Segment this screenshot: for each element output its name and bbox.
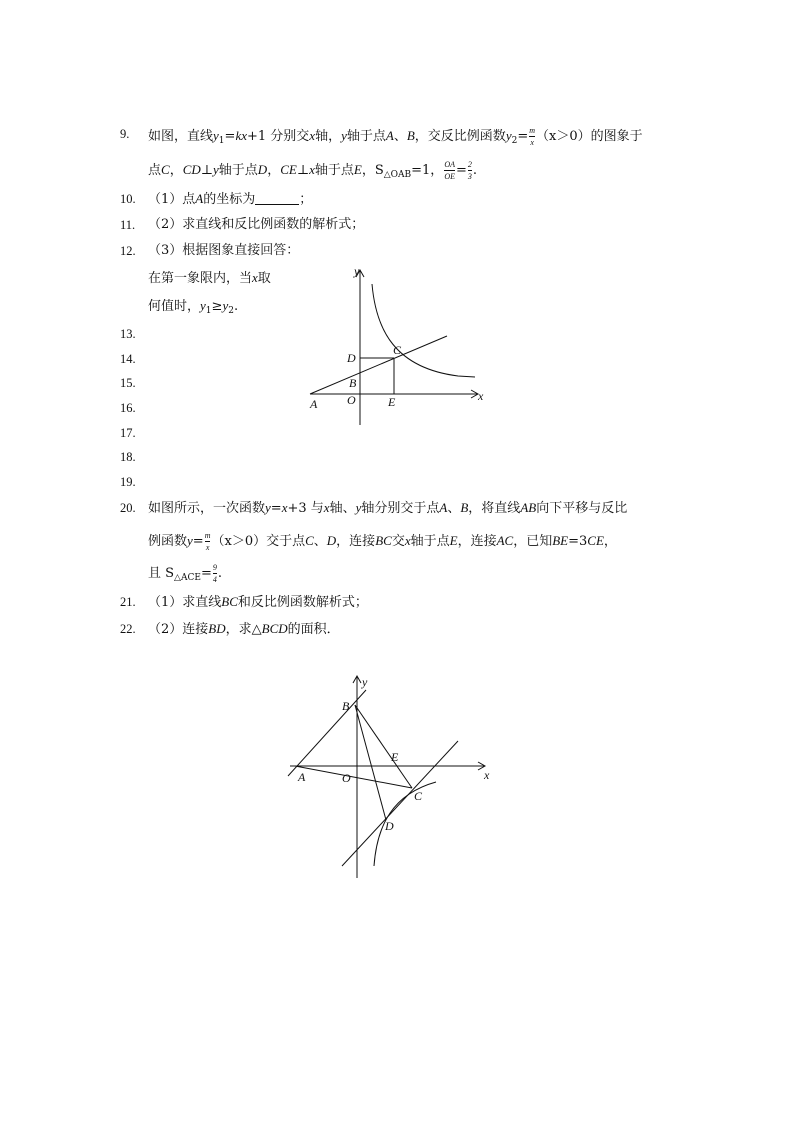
fig1-label-y: y <box>354 264 360 278</box>
fig1-label-a: A <box>310 397 318 411</box>
fig1-label-b: B <box>349 376 357 390</box>
fraction-9-over-4: $\frac{9}{4}$ <box>212 563 217 584</box>
fraction-m-over-x-2: $\frac{m}{x}$ <box>204 531 211 552</box>
fig2-line-cd <box>342 741 458 866</box>
fig2-segment-bc <box>355 705 412 788</box>
q11-number: 11. <box>120 218 136 232</box>
q20-text-line1: 如图所示，一次函数y=x+3 与x轴、y轴分别交于点A、B，将直线AB向下平移与反比 <box>148 500 628 516</box>
q20-number: 20. <box>120 501 136 515</box>
fig2-label-o: O <box>342 771 351 785</box>
fig1-label-d: D <box>347 351 356 365</box>
fig2-segment-ac <box>295 766 412 788</box>
q22-text: （2）连接BD，求△BCD的面积． <box>148 621 340 637</box>
q22-number: 22. <box>120 622 136 636</box>
fig2-label-d: D <box>385 819 394 833</box>
q20-text-line3: 且 $S_{\triangle ACE}=$ $\frac{9}{4}$ . <box>148 563 222 584</box>
fig1-line-y1 <box>310 336 447 394</box>
fraction-2-over-3: $\frac{2}{3}$ <box>467 160 472 181</box>
q9-number: 9. <box>120 127 130 141</box>
q21-number: 21. <box>120 595 136 609</box>
answer-blank[interactable] <box>255 192 299 205</box>
fig1-label-x: x <box>478 389 484 403</box>
fig2-label-y: y <box>362 675 368 689</box>
fig1-label-e: E <box>388 395 396 409</box>
fig2-label-e: E <box>391 750 399 764</box>
q9-text-line2: 点C，CD⊥y轴于点D，CE⊥x轴于点E，$S_{\triangle OAB}=1$， $\frac{OA}{OE}$ = $\frac{2}{3}$ . <box>148 160 478 181</box>
fig2-label-a: A <box>298 770 306 784</box>
fraction-oa-over-oe: $\frac{OA}{OE}$ <box>444 160 455 181</box>
fig1-label-c: C <box>393 343 402 357</box>
q20-text-line2: 例函数y= $\frac{m}{x}$ （x＞0）交于点C、D，连接BC交x轴于点E，连接AC，已知BE=3CE， <box>148 531 617 552</box>
figure-2 <box>280 668 500 888</box>
fraction-m-over-x: $\frac{m}{x}$ <box>529 126 536 147</box>
fig2-label-c: C <box>414 789 423 803</box>
q11-text: （2）求直线和反比例函数的解析式； <box>148 217 365 232</box>
fig2-line-ab <box>288 690 366 776</box>
q12-number: 12. <box>120 244 136 258</box>
fig1-label-o: O <box>347 393 356 407</box>
q10-text: （1）点A的坐标为 ； <box>148 191 313 207</box>
fig2-label-b: B <box>342 699 350 713</box>
fig2-hyperbola <box>374 782 436 866</box>
q12-line2: 在第一象限内，当x取 <box>148 270 271 286</box>
q12-text: （3）根据图象直接回答： <box>148 243 300 258</box>
figure-1 <box>300 260 500 430</box>
q10-number: 10. <box>120 192 136 206</box>
q12-line3: 何值时，$y_1\ge y_2$. <box>148 298 239 316</box>
q9-text-line1: 如图，直线$y_1=kx+1$ 分别交x轴，y轴于点A、B，交反比例函数$y_2=$ $\frac{m}{x}$ （x＞0）的图象于 <box>148 126 643 147</box>
fig1-hyperbola <box>372 284 475 377</box>
fig2-segment-bd <box>355 705 386 820</box>
fig2-label-x: x <box>484 768 490 782</box>
q21-text: （1）求直线BC和反比例函数解析式； <box>148 594 368 610</box>
